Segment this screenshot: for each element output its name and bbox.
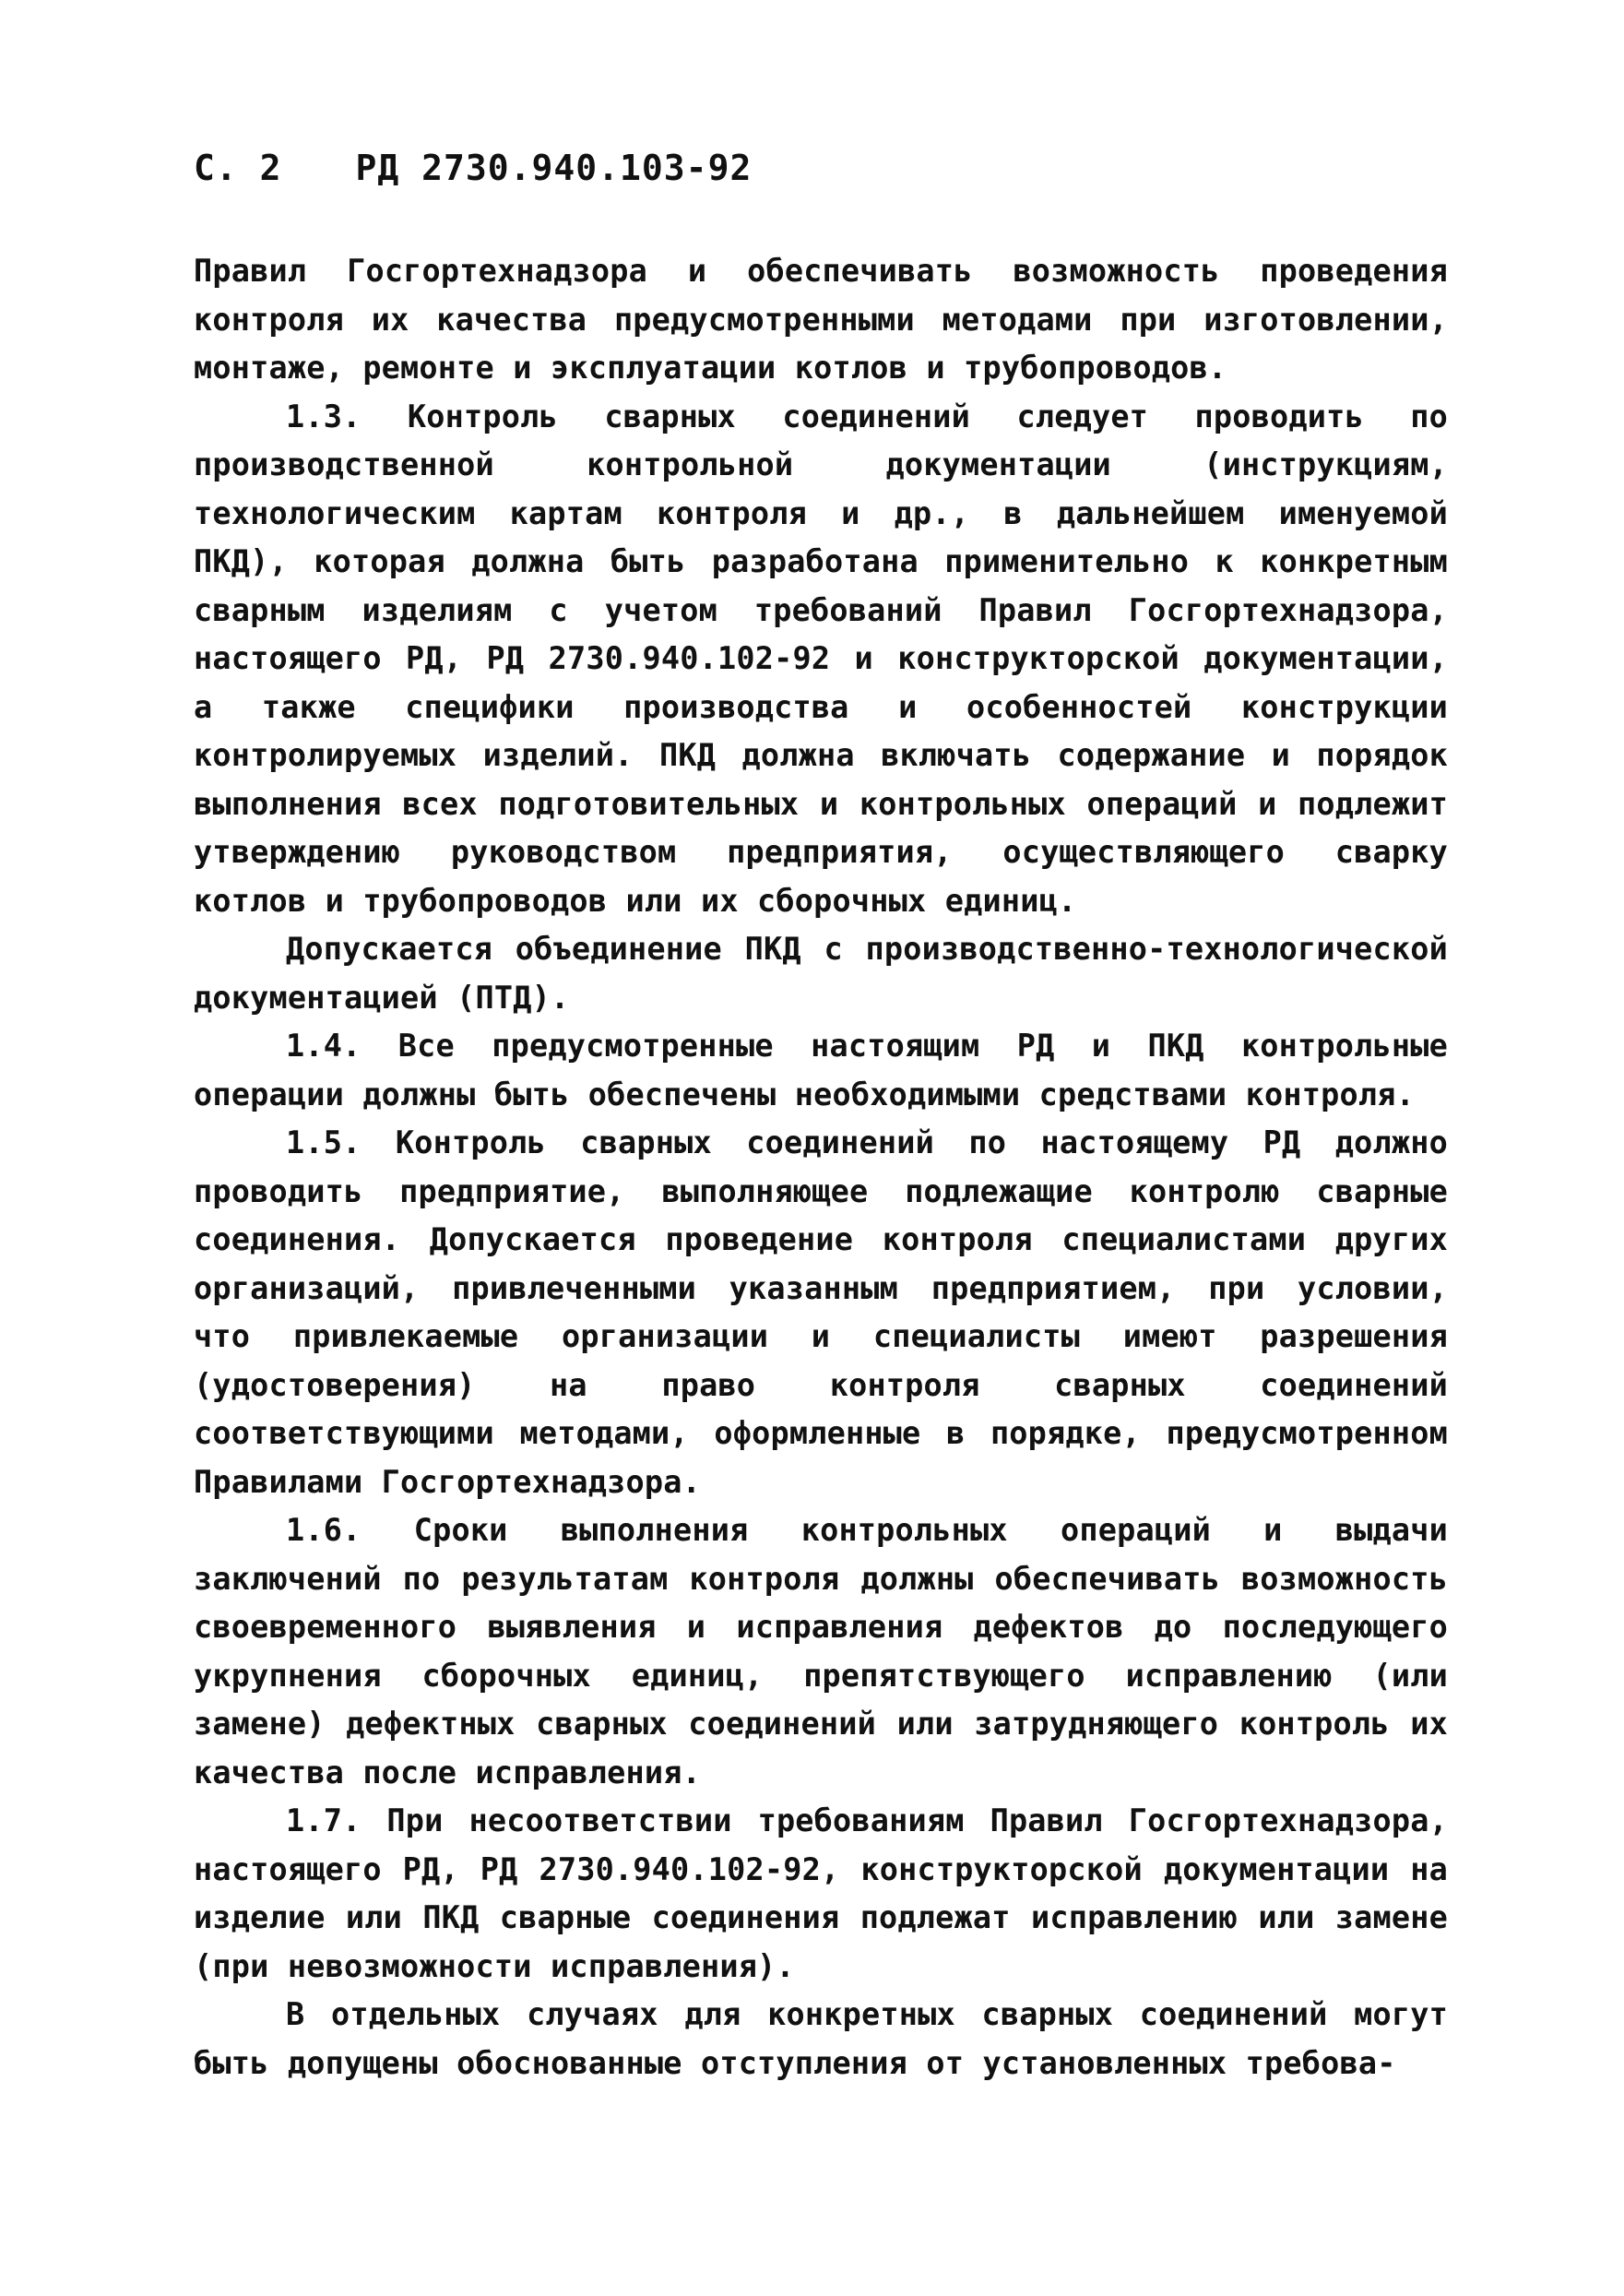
paragraph-continuation: Правил Госгортехнадзора и обеспечивать возможность проведения контроля их качества предусмотренными методами при изготовлении, монтаже, ремонте и эксплуатации котлов и трубопроводов. [194,253,1448,386]
paragraph-ptd: Допускается объединение ПКД с производственно-технологической документацией (ПТД). [194,931,1448,1016]
document-body [194,247,1448,2088]
paragraph-1-5: 1.5. Контроль сварных соединений по настоящему РД должно проводить предприятие, выполняющее подлежащие контролю сварные соединения. Допускается проведение контроля специалистами других организаций, привлеченными указанным предприятием, при условии, что привлекаемые организации и специалисты имеют разрешения (удостоверения) на право контроля сварных соединений соответствующими методами, оформленные в порядке, предусмотренном Правилами Госгортехнадзора. [194,1124,1448,1500]
paragraph-1-3: 1.3. Контроль сварных соединений следует проводить по производственной контрольной документации (инструкциям, технологическим картам контроля и др., в дальнейшем именуемой ПКД), которая должна быть разработана применительно к конкретным сварным изделиям с учетом требований Правил Госгортехнадзора, настоящего РД, РД 2730.940.102-92 и конструкторской документации, а также специфики производства и особенностей конструкции контролируемых изделий. ПКД должна включать содержание и порядок выполнения всех подготовительных и контрольных операций и подлежит утверждению руководством предприятия, осуществляющего сварку котлов и трубопроводов или их сборочных единиц. [194,398,1448,919]
page-number: С. 2 [194,148,282,188]
page-header [194,148,752,188]
document-code: РД 2730.940.103-92 [355,148,753,188]
paragraph-1-6: 1.6. Сроки выполнения контрольных операций и выдачи заключений по результатам контроля должны обеспечивать возможность своевременного выявления и исправления дефектов до последующего укрупнения сборочных единиц, препятствующего исправлению (или замене) дефектных сварных соединений или затрудняющего контроль их качества после исправления. [194,1512,1448,1790]
paragraph-1-4: 1.4. Все предусмотренные настоящим РД и ПКД контрольные операции должны быть обеспечены необходимыми средствами контроля. [194,1028,1448,1112]
paragraph-exceptions: В отдельных случаях для конкретных сварных соединений могут быть допущены обоснованные отступления от установленных требова- [194,1996,1448,2081]
paragraph-1-7: 1.7. При несоответствии требованиям Правил Госгортехнадзора, настоящего РД, РД 2730.940.102-92, конструкторской документации на изделие или ПКД сварные соединения подлежат исправлению или замене (при невозможности исправления). [194,1802,1448,1984]
